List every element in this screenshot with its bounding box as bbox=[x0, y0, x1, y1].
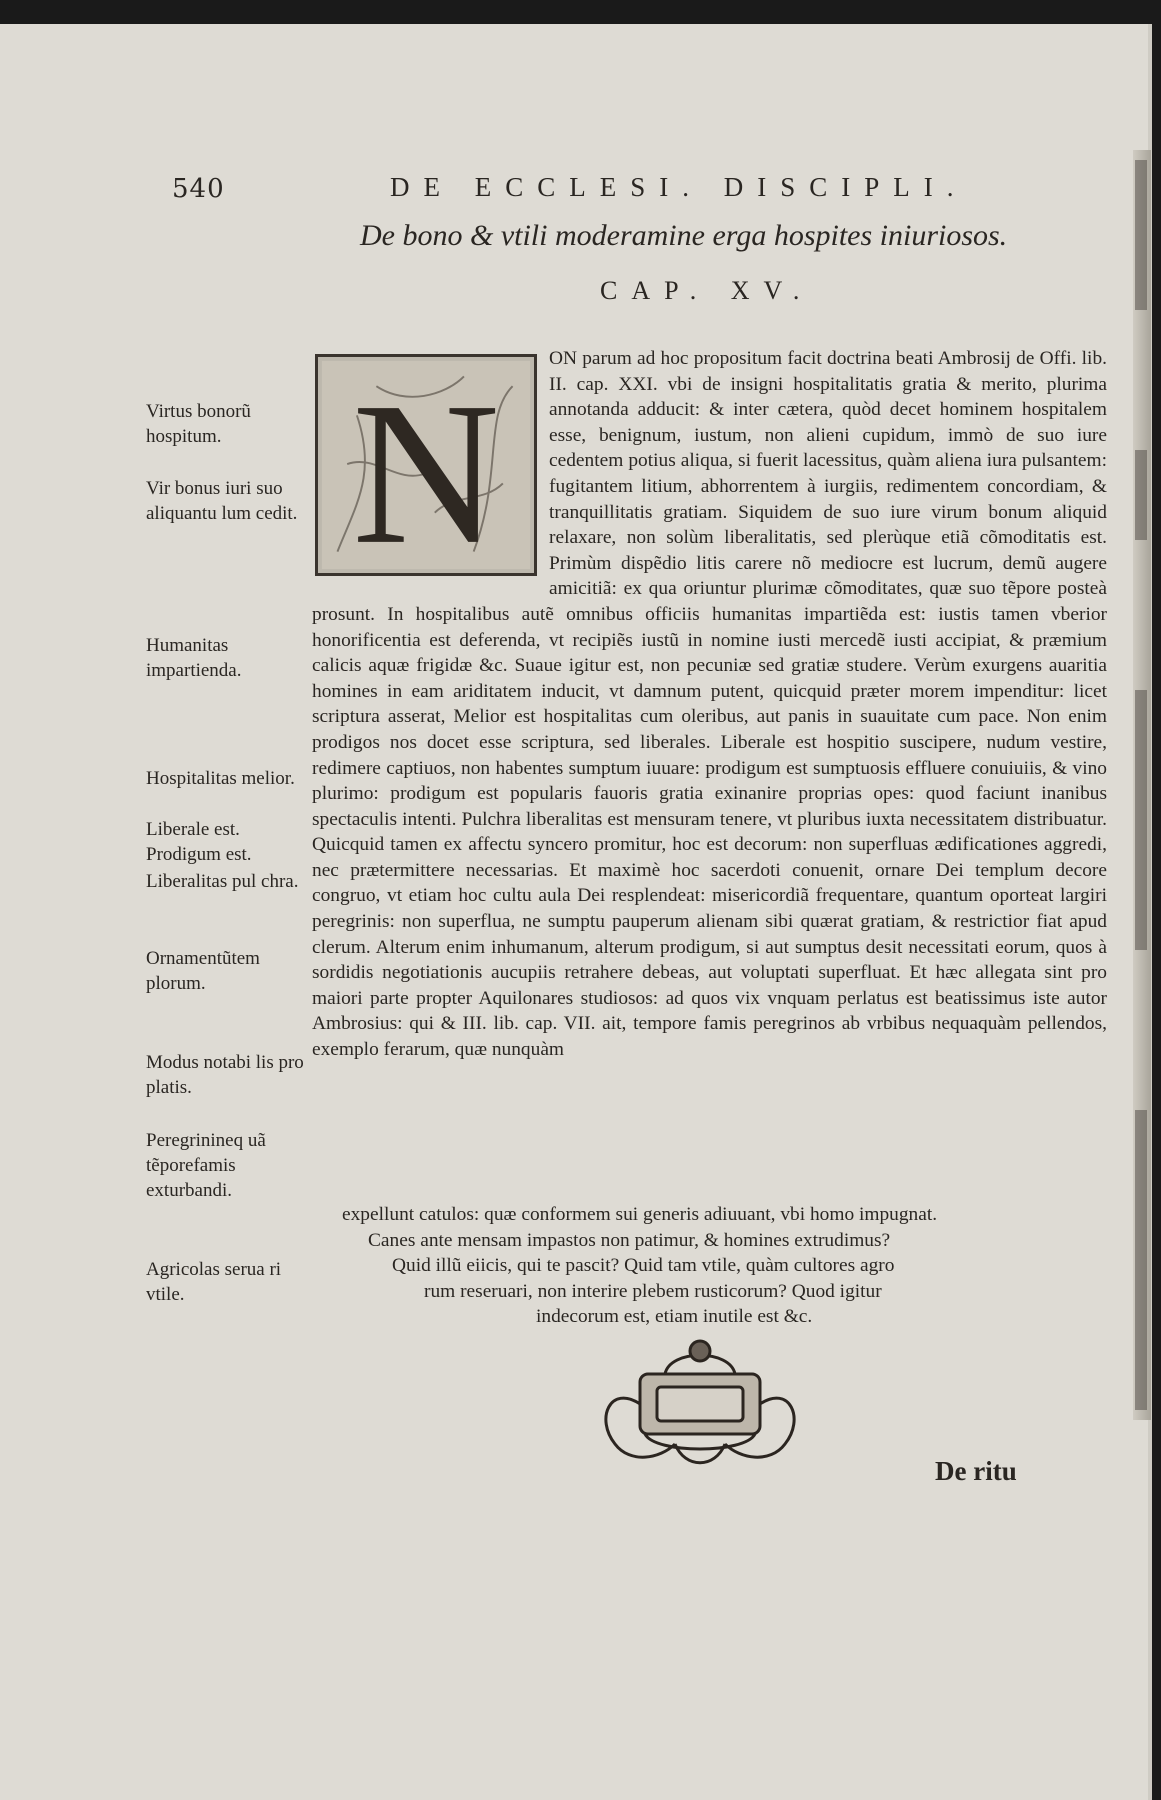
page-number: 540 bbox=[172, 174, 225, 204]
running-title: DE ECCLESI. DISCIPLI. bbox=[390, 172, 968, 202]
tail-line: expellunt catulos: quæ conformem sui generis adiuuant, vbi homo impugnat. bbox=[342, 1204, 938, 1225]
margin-note: Peregrinineq uã tẽporefamis exturbandi. bbox=[146, 1130, 266, 1201]
tailpiece-ornament bbox=[585, 1329, 815, 1484]
margin-note: Hospitalitas melior. bbox=[146, 768, 295, 789]
adjacent-page-edge bbox=[1133, 150, 1151, 1420]
main-text bbox=[312, 346, 1107, 1063]
margin-note: Prodigum est. bbox=[146, 844, 252, 865]
catchword: De ritu bbox=[935, 1456, 1017, 1486]
margin-note: Humanitas impartienda. bbox=[146, 635, 242, 681]
margin-note: Agricolas serua ri vtile. bbox=[146, 1259, 282, 1305]
tail-line: rum reseruari, non interire plebem rusticorum? Quod igitur bbox=[424, 1280, 882, 1302]
initial-letter: N bbox=[352, 360, 500, 573]
margin-note: Modus notabi lis pro platis. bbox=[146, 1052, 304, 1098]
margin-note: Liberale est. bbox=[146, 819, 240, 840]
tail-text bbox=[300, 1202, 1060, 1330]
margin-note: Virtus bonorũ hospitum. bbox=[146, 401, 251, 447]
chapter-title: De bono & vtili moderamine erga hospites iniuriosos. bbox=[360, 219, 1008, 252]
tail-line: Canes ante mensam impastos non patimur, & homines extrudimus? bbox=[368, 1229, 891, 1251]
chapter-number: CAP. XV. bbox=[600, 276, 814, 305]
tail-line: Quid illũ eiicis, qui te pascit? Quid tam vtile, quàm cultores agro bbox=[392, 1255, 895, 1277]
margin-note: Ornamentũtem plorum. bbox=[146, 948, 260, 994]
tail-line: indecorum est, etiam inutile est &c. bbox=[536, 1306, 813, 1328]
margin-note: Vir bonus iuri suo aliquantu lum cedit. bbox=[146, 478, 298, 524]
book-page bbox=[0, 24, 1152, 1800]
margin-note: Liberalitas pul chra. bbox=[146, 871, 299, 892]
main-paragraph: ON parum ad hoc propositum facit doctrina beati Ambrosij de Offi. lib. II. cap. XXI. vbi de insigni hospitalitatis gratia & merito, plurima annotanda adducit: & inter cætera, quòd decet hominem hospitalem esse, benignum, iustum, non alieni cupidum, immò de suo iure cedentem potius aliqua, si fuerit lacessitus, quàm aliena iura pulsantem: fugitantem litium, abhorrentem à iurgiis, redimentem concordiam, & tranquillitatis gratiam. Siquidem de suo iure virum bonum aliquid relaxare, non solùm liberalitatis, sed plerùque etiã cõmoditatis est. Primùm dispẽdio litis carere nõ mediocre est lucrum, demũ augere amicitiã: ex qua oriuntur plurimæ cõmoditates, quæ suo tẽpore posteà prosunt. In hospitalibus autẽ omnibus officiis humanitas impartiẽda est: iustis tamen vberior honorificentia est deferenda, vt recipiẽs iustũ in nomine iusti mercedẽ iusti accipiat, & præmium calicis aquæ frigidæ &c. Suaue igitur est, non pecuniæ sed gratiæ studere. Verùm exurgens auaritia homines in eam ariditatem inducit, vt damnum putent, quicquid præter morem impenditur: licet scriptura asserat, Melior est hospitalitas cum oleribus, aut panis in suauitate cum pace. Non enim prodigos nos docet esse scriptura, sed liberales. Liberale est hospitio suscipere, nudum vestire, redimere captiuos, non habentes sumptum iuuare: prodigum est sumptuosis effluere conuiuiis, & vino plurimo: prodigum est popularis fauoris gratia exinanire proprias opes: quod faciunt inanibus spectaculis intenti. Pulchra liberalitas est mensuram tenere, vt pluribus iuxta necessitatem distribuatur. Quicquid tamen ex affectu syncero promitur, hoc est decorum: non superfluas ædificationes aggredi, nec prætermittere necessarias. Et maximè hoc sacerdoti conuenit, ornare Dei templum decore congruo, vt etiam hoc cultu aula Dei resplendeat: misericordiã frequentare, quantum oporteat largiri peregrinis: non superflua, ne sumptu pauperum alienam sibi quærat gratiam, & restrictior fiat apud clerum. Alterum enim inhumanum, alterum prodigum, si aut sumptus desit necessitati eorum, quos à sordidis negotiationis aucupiis retrahere debeas, aut voluptati superfluat. Et hæc allegata sint pro maiori parte propter Aquilonares studiosos: ad quos vix vnquam perlatus est beatissimus iste autor Ambrosius: qui & III. lib. cap. VII. ait, tempore famis peregrinos ab vrbibus nequaquàm pellendos, exemplo ferarum, quæ nunquàm bbox=[312, 348, 1107, 1061]
page-header bbox=[0, 156, 1148, 204]
